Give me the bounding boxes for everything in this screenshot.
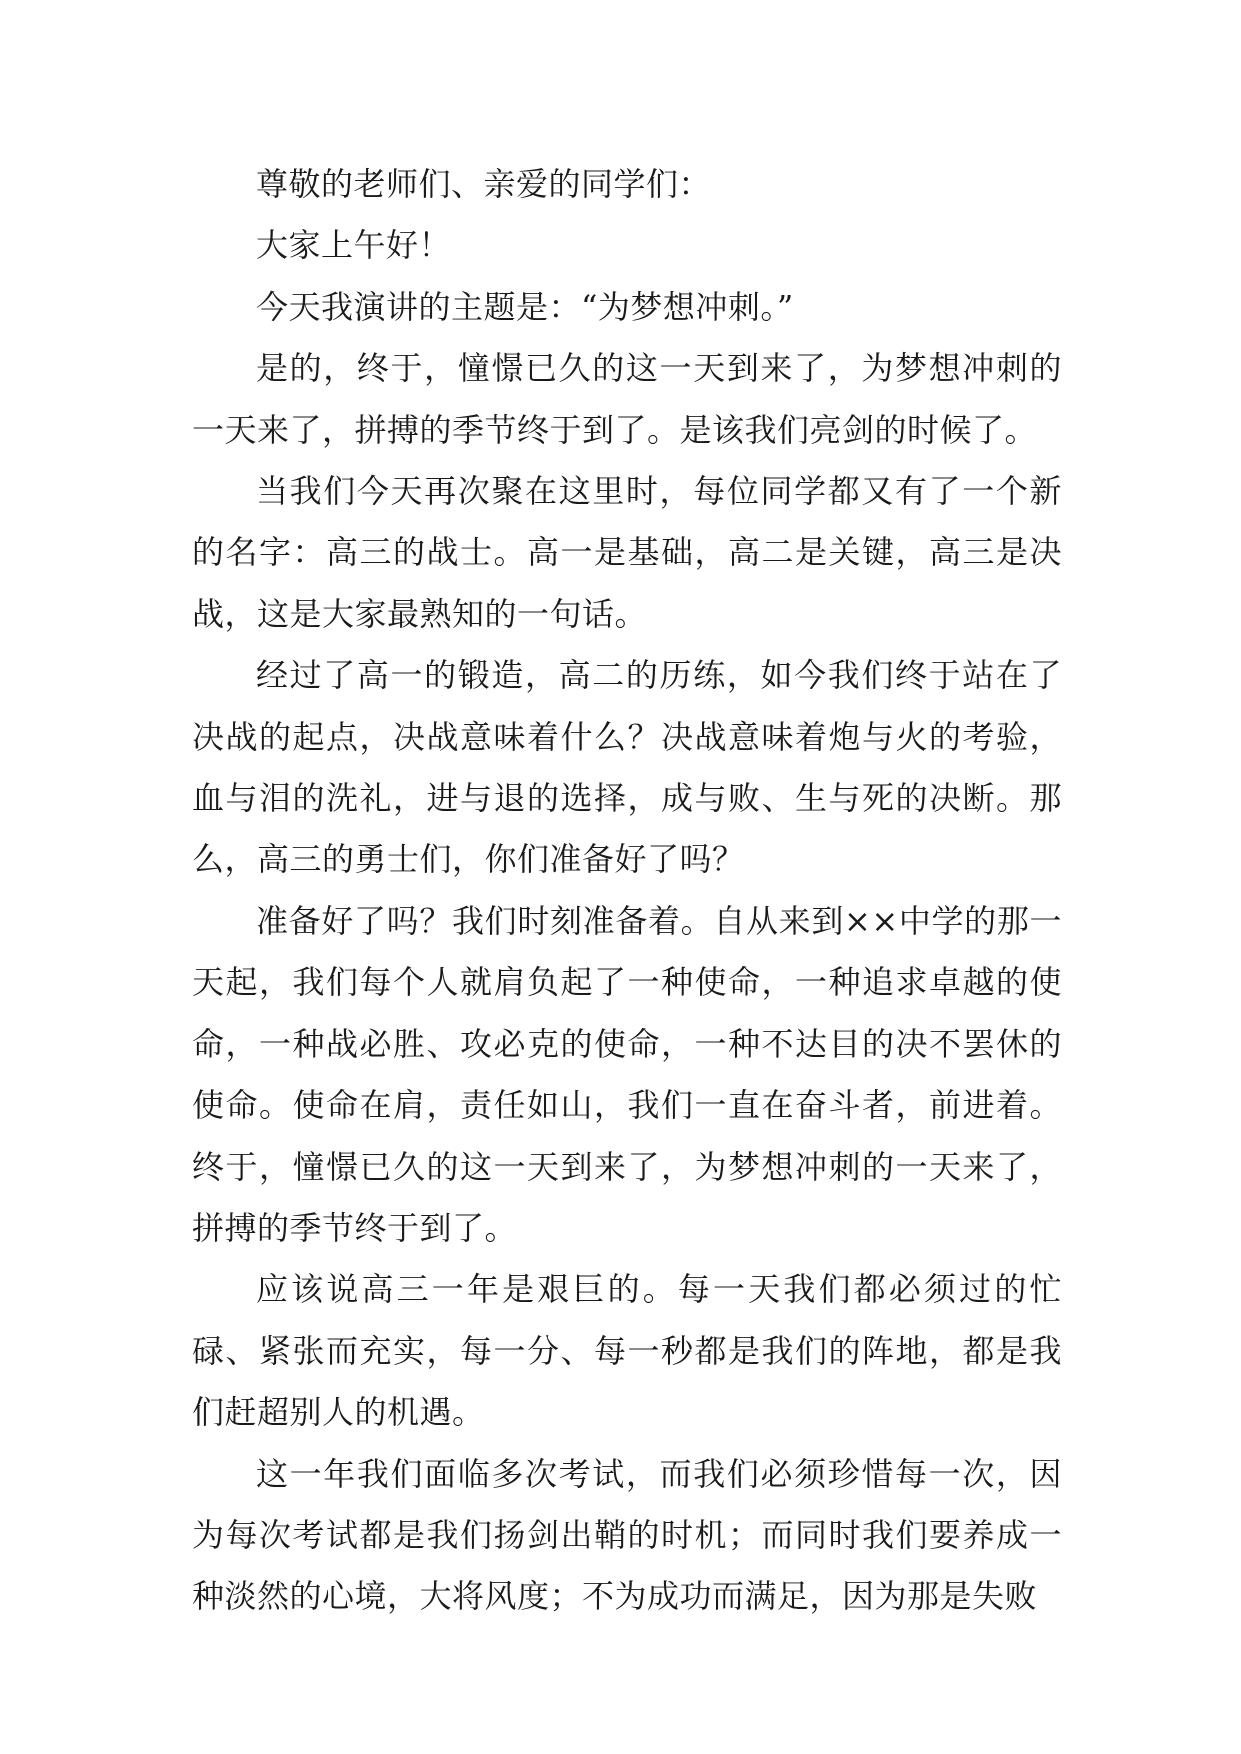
paragraph: 这一年我们面临多次考试，而我们必须珍惜每一次，因为每次考试都是我们扬剑出鞘的时机；而同时我们要养成一种淡然的心境，大将风度；不为成功而满足，因为那是失败 [192,1454,1062,1616]
paragraph-salutation: 尊敬的老师们、亲爱的同学们： [256,165,712,203]
paragraph: 当我们今天再次聚在这里时，每位同学都又有了一个新的名字：高三的战士。高一是基础，高二是关键，高三是决战，这是大家最熟知的一句话。 [192,472,1062,633]
paragraph: 是的，终于，憧憬已久的这一天到来了，为梦想冲刺的一天来了，拼搏的季节终于到了。是该我们亮剑的时候了。 [192,349,1062,449]
speech-body [192,154,1062,1628]
paragraph-topic: 今天我演讲的主题是：“为梦想冲刺。” [256,287,794,326]
paragraph: 准备好了吗？我们时刻准备着。自从来到××中学的那一天起，我们每个人就肩负起了一种使命，一种追求卓越的使命，一种战必胜、攻必克的使命，一种不达目的决不罢休的使命。使命在肩，责任如山，我们一直在奋斗者，前进着。终于，憧憬已久的这一天到来了，为梦想冲刺的一天来了，拼搏的季节终于到了。 [192,901,1062,1247]
paragraph: 应该说高三一年是艰巨的。每一天我们都必须过的忙碌、紧张而充实，每一分、每一秒都是我们的阵地，都是我们赶超别人的机遇。 [192,1270,1062,1432]
paragraph: 经过了高一的锻造，高二的历练，如今我们终于站在了决战的起点，决战意味着什么？决战意味着炮与火的考验，血与泪的洗礼，进与退的选择，成与败、生与死的决断。那么，高三的勇士们，你们准备好了吗？ [192,656,1062,879]
paragraph-greeting: 大家上午好！ [256,226,452,265]
